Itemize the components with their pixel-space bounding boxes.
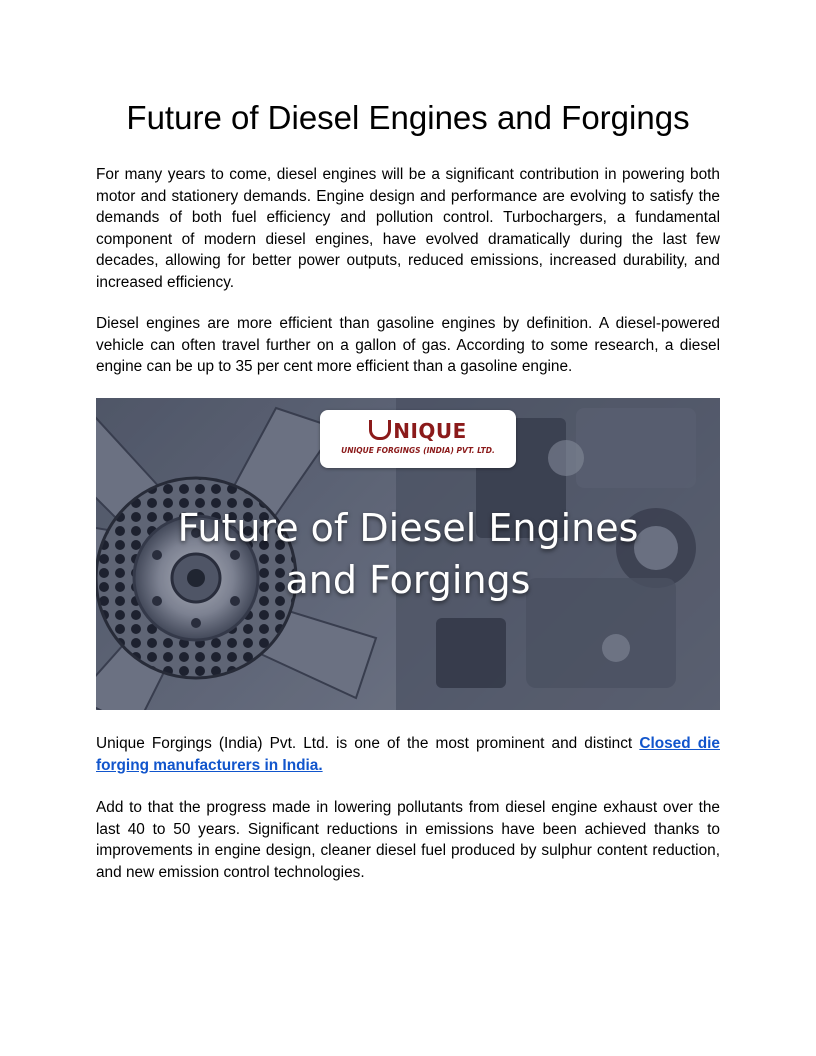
banner-heading-line-1: Future of Diesel Engines <box>177 506 639 550</box>
paragraph-emissions: Add to that the progress made in lowering pollutants from diesel engine exhaust over the last 40 to 50 years. Significant reductions in emissions have been achieved thanks to improvements in engine design, cleaner diesel fuel produced by sulphur content reduction, and new emission control technologies. <box>96 799 720 881</box>
logo-wordmark <box>320 420 516 442</box>
company-logo <box>320 410 516 468</box>
closed-die-forging-link[interactable]: Closed die forging manufacturers in India. <box>96 735 720 774</box>
logo-text: NIQUE <box>393 419 467 443</box>
paragraph-efficiency: Diesel engines are more efficient than gasoline engines by definition. A diesel-powered vehicle can often travel further on a gallon of gas. According to some research, a diesel engine can be up to 35 per cent more efficient than a gasoline engine. <box>96 315 720 375</box>
page-title: Future of Diesel Engines and Forgings <box>126 99 690 136</box>
banner-heading-line-2: and Forgings <box>285 558 531 602</box>
paragraph-company <box>96 733 720 776</box>
paragraph-intro: For many years to come, diesel engines will be a significant contribution in powering both motor and stationery demands. Engine design and performance are evolving to satisfy the demands of both fuel efficiency and pollution control. Turbochargers, a fundamental component of modern diesel engines, have evolved dramatically during the last few decades, allowing for better power outputs, reduced emissions, increased durability, and increased efficiency. <box>96 166 720 291</box>
logo-u-icon <box>369 420 391 440</box>
banner-heading <box>96 502 720 606</box>
paragraph-company-text: Unique Forgings (India) Pvt. Ltd. is one of the most prominent and distinct <box>96 735 640 752</box>
logo-subtitle: UNIQUE FORGINGS (INDIA) PVT. LTD. <box>341 446 495 455</box>
banner-image <box>96 398 720 710</box>
